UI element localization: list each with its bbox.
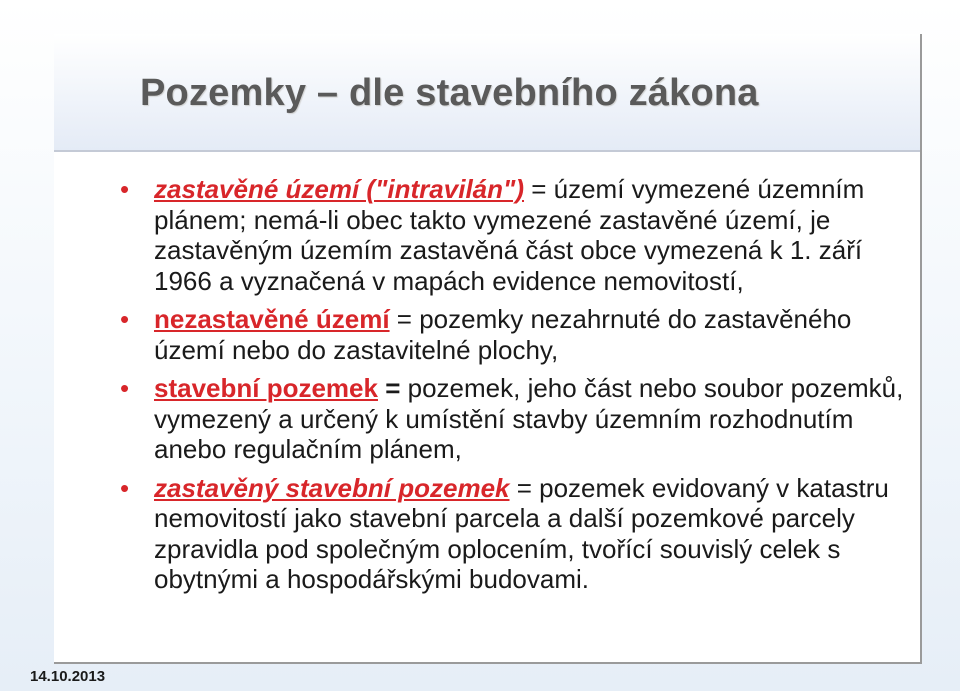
bullet-dot-icon: • bbox=[120, 174, 130, 204]
bullet-dot-icon: • bbox=[120, 373, 130, 403]
title-divider bbox=[54, 150, 920, 152]
bullet-item-zastaveny-stavebni-pozemek bbox=[114, 473, 914, 595]
bullet-separator: = bbox=[509, 472, 540, 503]
bullet-text: pozemek evidovaný v katastru nemovitostí jako stavební parcela a další pozemkové parcely zpravidla pod společným oplocením, tvořící souvislý celek s obytnými a hospodářskými budovami. bbox=[154, 472, 889, 594]
slide-frame bbox=[54, 34, 922, 664]
bullet-term: zastavěný stavební pozemek bbox=[154, 472, 510, 503]
bullet-separator: = bbox=[524, 174, 554, 204]
bullet-text: pozemek, jeho část nebo soubor pozemků, vymezený a určený k umístění stavby územním rozhodnutím anebo regulačním plánem, bbox=[154, 373, 904, 464]
bullet-separator: = bbox=[389, 304, 420, 334]
bullet-text: pozemky nezahrnuté do zastavěného území nebo do zastavitelné plochy, bbox=[154, 304, 852, 365]
bullet-dot-icon: • bbox=[120, 304, 130, 334]
bullet-term: stavební pozemek bbox=[154, 373, 378, 403]
bullet-item-nezastavene-uzemi bbox=[114, 304, 914, 365]
bullet-list bbox=[114, 174, 914, 603]
bullet-item-zastavene-uzemi bbox=[114, 174, 914, 296]
footer-date: 14.10.2013 bbox=[30, 668, 106, 685]
bullet-text: území vymezené územním plánem; nemá-li obec takto vymezené zastavěné území, je zastavěným územím zastavěná část obce vymezená k 1. září 1966 a vyznačená v mapách evidence nemovitostí, bbox=[154, 174, 865, 296]
bullet-dot-icon: • bbox=[120, 472, 130, 503]
bullet-item-stavebni-pozemek bbox=[114, 373, 914, 465]
bullet-term: zastavěné území ("intravilán") bbox=[154, 174, 524, 204]
bullet-separator: = bbox=[377, 373, 408, 403]
slide-title: Pozemky – dle stavebního zákona bbox=[140, 72, 759, 114]
bullet-term: nezastavěné území bbox=[154, 304, 390, 334]
title-band bbox=[54, 34, 920, 150]
